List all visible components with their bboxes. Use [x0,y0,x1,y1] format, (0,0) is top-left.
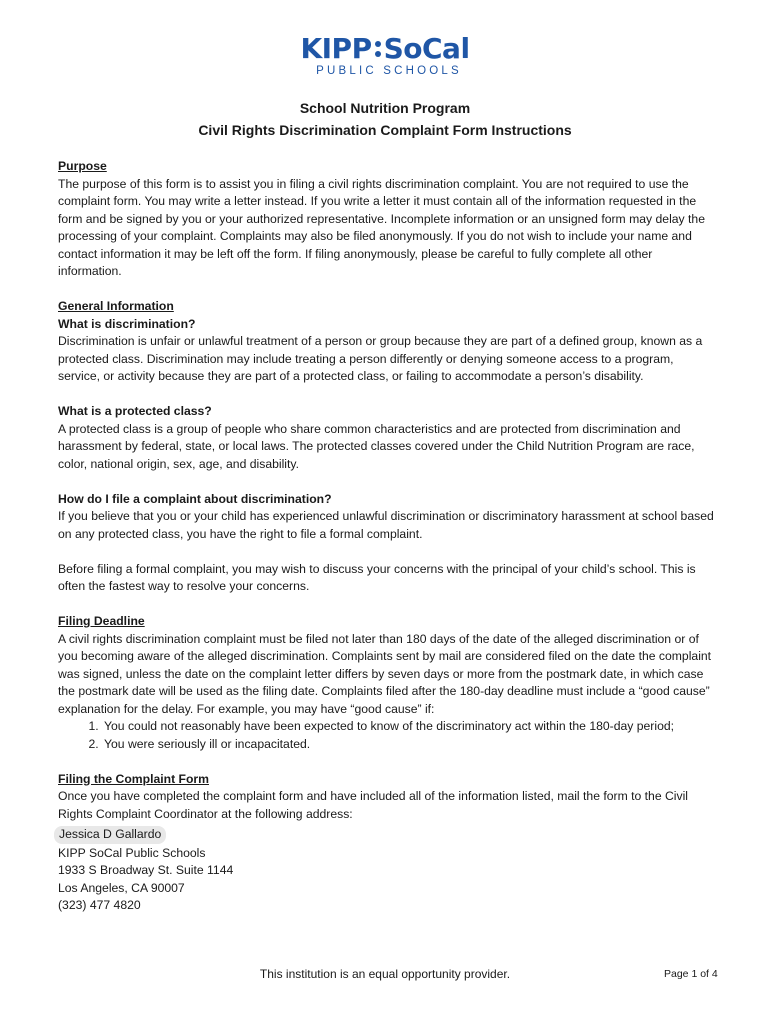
filing-form-heading: Filing the Complaint Form [58,771,209,786]
footer-statement: This institution is an equal opportunity provider. [259,967,511,981]
logo-subtitle: PUBLIC SCHOOLS [316,65,462,77]
address-phone: (323) 477 4820 [58,898,141,912]
document-body [58,158,718,915]
answer-file-complaint: If you believe that you or your child has experienced unlawful discrimination or discriminatory harassment at school based on any protected class, you have the right to file a formal complaint. [58,509,714,541]
purpose-heading: Purpose [58,159,107,173]
general-info-heading: General Information [58,299,174,313]
address-org: KIPP SoCal Public Schools [58,845,206,860]
title-line-2: Civil Rights Discrimination Complaint Form Instructions [198,122,572,138]
title-line-1: School Nutrition Program [299,100,471,116]
question-protected-class: What is a protected class? [58,404,212,418]
page-number: Page 1 of 4 [664,968,718,980]
logo-dots-icon [375,39,381,59]
address-street: 1933 S Broadway St. Suite 1144 [58,863,234,877]
filing-deadline-text: A civil rights discrimination complaint must be filed not later than 180 days of the date of the alleged discrimination or of you becoming aware of the alleged discrimination. Complaints sent by mail are considered filed on the date the complaint was signed, unless the date on the complaint letter differs by seven days or more from the postmark date, in which case the postmark date will be used as the filing date. Complaints filed after the 180-day deadline must include a “good cause” explanation for the delay. For example, you may have “good cause” if: [58,631,712,716]
list-item: 2. You were seriously ill or incapacitated. [102,736,718,754]
logo-main-left: KIPP [300,32,372,65]
good-cause-list [58,718,718,753]
coordinator-name: Jessica D Gallardo [54,826,166,844]
question-file-complaint: How do I file a complaint about discrimination? [58,491,332,506]
kipp-socal-logo [0,34,770,77]
document-title [0,97,770,141]
filing-deadline-heading: Filing Deadline [58,614,145,628]
address-city: Los Angeles, CA 90007 [58,880,185,895]
purpose-text: The purpose of this form is to assist you in filing a civil rights discrimination complaint. You are not required to use the complaint form. You may write a letter instead. If you write a letter it must contain all of the information requested in the form and be signed by you or your authorized representative. Incomplete information or an unsigned form may delay the processing of your complaint. Complaints may also be filed anonymously. If you do not wish to include your name and contact information it may be left off the form. If filing anonymously, please be careful to fully complete all other information. [58,176,705,278]
answer-discrimination: Discrimination is unfair or unlawful treatment of a person or group because they are part of a defined group, known as a protected class. Discrimination may include treating a person differently or denying someone access to a program, service, or activity because they are part of a protected class, or failing to accommodate a person’s disability. [58,334,703,383]
logo-main-right: SoCal [383,32,470,65]
question-discrimination: What is discrimination? [58,316,196,331]
answer-protected-class: A protected class is a group of people who share common characteristics and are protected from discrimination and harassment by federal, state, or local laws. The protected classes covered under the Child Nutrition Program are race, color, national origin, sex, age, and disability. [58,421,695,471]
answer-before-filing: Before filing a formal complaint, you may wish to discuss your concerns with the principal of your child’s school. This is often the fastest way to resolve your concerns. [58,561,696,593]
logo-wordmark [300,34,469,64]
list-item: 1. You could not reasonably have been expected to know of the discriminatory act within the 180-day period; [102,718,718,736]
filing-form-text: Once you have completed the complaint form and have included all of the information listed, mail the form to the Civil Rights Complaint Coordinator at the following address: [58,789,689,821]
